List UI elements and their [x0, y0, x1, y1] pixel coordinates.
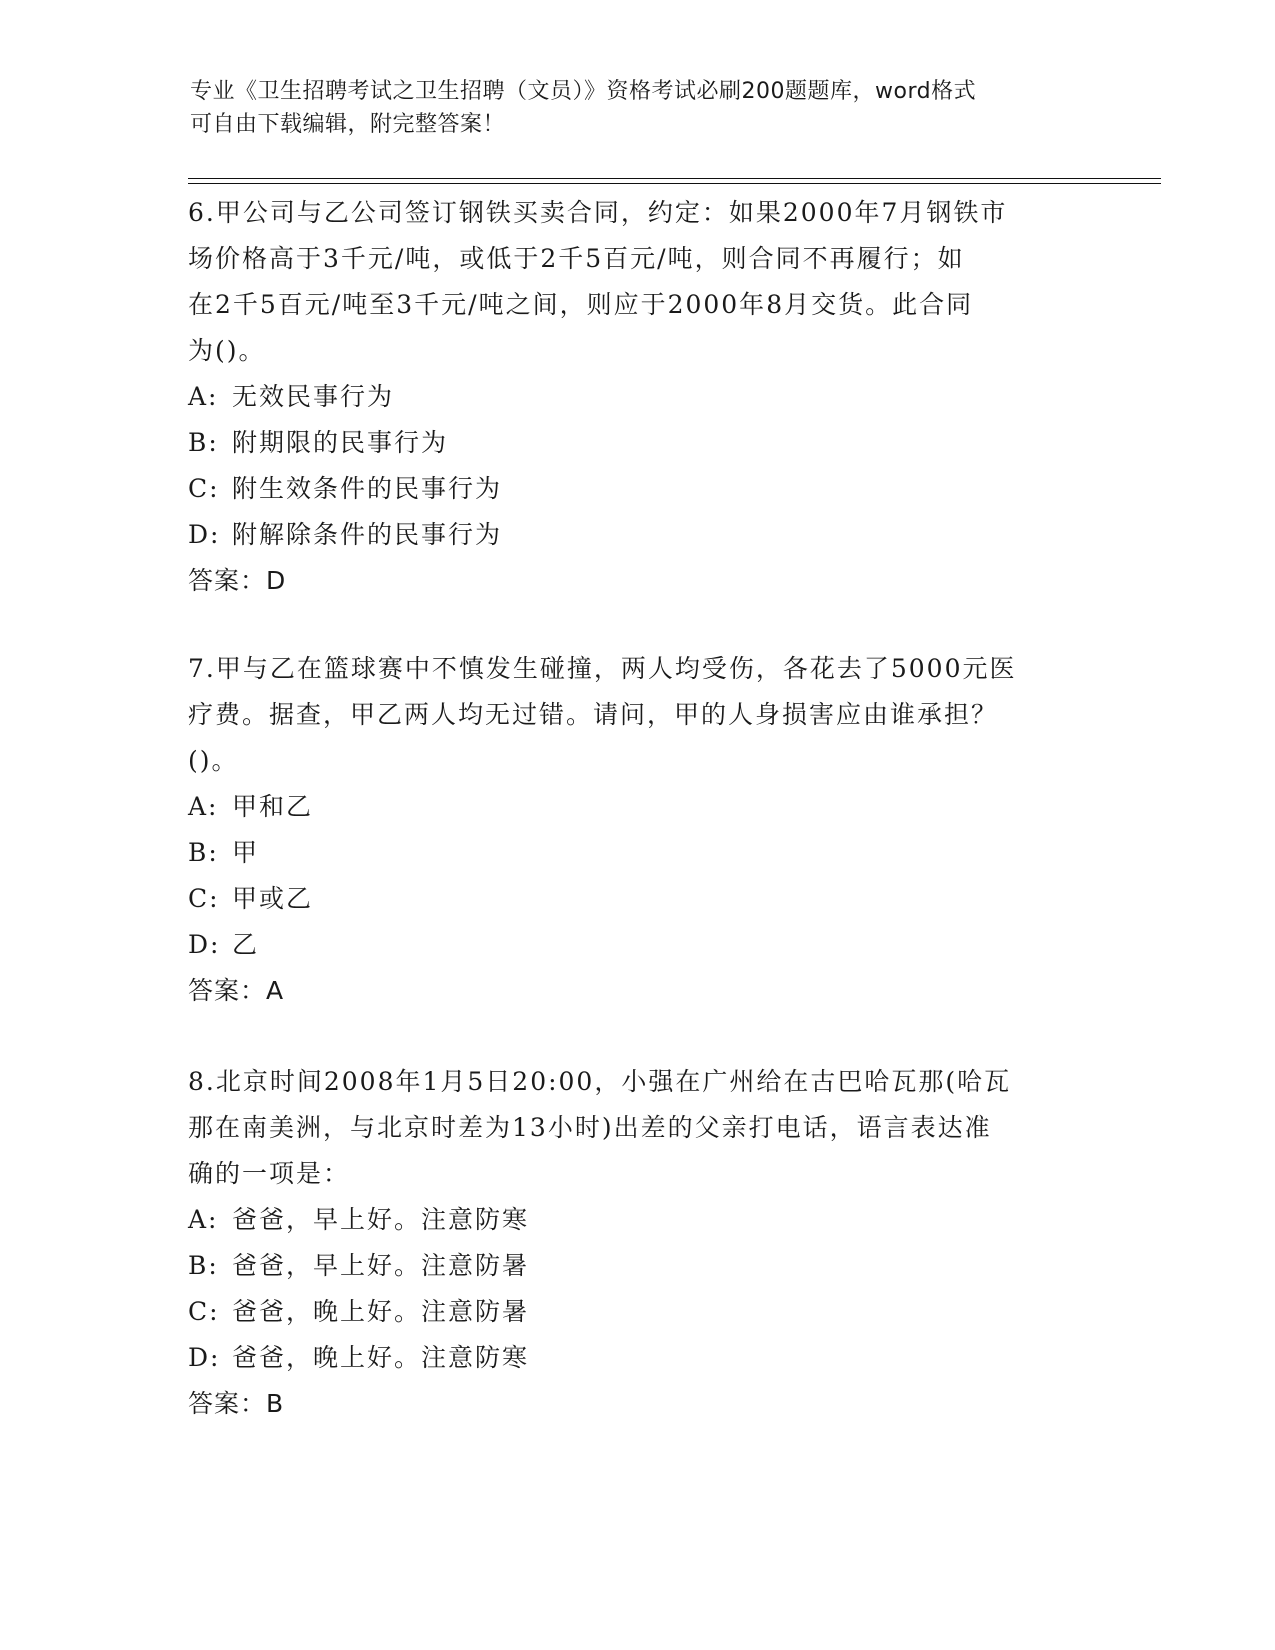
stem-line: 疗费。据查，甲乙两人均无过错。请问，甲的人身损害应由谁承担？ — [188, 700, 999, 729]
option-text: 无效民事行为 — [232, 382, 395, 411]
option-a — [188, 1197, 1088, 1243]
document-header — [190, 75, 1090, 141]
option-key: C: — [188, 1297, 220, 1326]
option-a — [188, 784, 1088, 830]
answer-line: 答案：A — [188, 976, 285, 1005]
option-key: A: — [188, 1205, 219, 1234]
option-b — [188, 1243, 1088, 1289]
option-text: 甲 — [232, 838, 260, 867]
option-text: 爸爸，晚上好。注意防寒 — [232, 1343, 530, 1372]
option-text: 附生效条件的民事行为 — [232, 474, 503, 503]
answer-line: 答案：D — [188, 566, 287, 595]
option-key: D: — [188, 930, 221, 959]
option-text: 乙 — [232, 930, 260, 959]
option-key: B: — [188, 428, 219, 457]
option-text: 甲或乙 — [232, 884, 314, 913]
option-key: C: — [188, 474, 220, 503]
option-text: 爸爸，早上好。注意防寒 — [232, 1205, 530, 1234]
option-text: 爸爸，晚上好。注意防暑 — [232, 1297, 530, 1326]
option-text: 附解除条件的民事行为 — [232, 520, 503, 549]
stem-line: 8.北京时间2008年1月5日20:00，小强在广州给在古巴哈瓦那(哈瓦 — [188, 1067, 1012, 1096]
header-line-1: 专业《卫生招聘考试之卫生招聘（文员）》资格考试必刷200题题库，word格式 — [190, 79, 977, 104]
question-stem — [188, 646, 1088, 784]
option-key: D: — [188, 1343, 221, 1372]
question-7 — [188, 646, 1088, 1014]
stem-line: 确的一项是： — [188, 1159, 351, 1188]
option-d — [188, 922, 1088, 968]
stem-line: 7.甲与乙在篮球赛中不慎发生碰撞，两人均受伤，各花去了5000元医 — [188, 654, 1017, 683]
option-text: 爸爸，早上好。注意防暑 — [232, 1251, 530, 1280]
stem-line: 场价格高于3千元/吨，或低于2千5百元/吨，则合同不再履行；如 — [188, 244, 965, 273]
stem-line: 为()。 — [188, 336, 266, 365]
question-6 — [188, 190, 1088, 604]
option-key: A: — [188, 382, 219, 411]
option-d — [188, 1335, 1088, 1381]
header-divider-bottom — [188, 183, 1161, 184]
option-b — [188, 420, 1088, 466]
option-key: B: — [188, 1251, 219, 1280]
header-line-2: 可自由下载编辑，附完整答案！ — [190, 112, 506, 137]
option-a — [188, 374, 1088, 420]
answer-line: 答案：B — [188, 1389, 285, 1418]
question-stem — [188, 190, 1088, 374]
stem-line: 在2千5百元/吨至3千元/吨之间，则应于2000年8月交货。此合同 — [188, 290, 974, 319]
option-key: A: — [188, 792, 219, 821]
option-key: B: — [188, 838, 219, 867]
option-c — [188, 876, 1088, 922]
option-c — [188, 1289, 1088, 1335]
stem-line: ()。 — [188, 746, 239, 775]
option-key: C: — [188, 884, 220, 913]
question-stem — [188, 1059, 1088, 1197]
stem-line: 6.甲公司与乙公司签订钢铁买卖合同，约定：如果2000年7月钢铁市 — [188, 198, 1008, 227]
option-key: D: — [188, 520, 221, 549]
stem-line: 那在南美洲，与北京时差为13小时)出差的父亲打电话，语言表达准 — [188, 1113, 992, 1142]
option-text: 附期限的民事行为 — [232, 428, 449, 457]
header-divider-top — [188, 178, 1161, 179]
question-8 — [188, 1059, 1088, 1427]
option-c — [188, 466, 1088, 512]
option-b — [188, 830, 1088, 876]
option-text: 甲和乙 — [232, 792, 314, 821]
option-d — [188, 512, 1088, 558]
